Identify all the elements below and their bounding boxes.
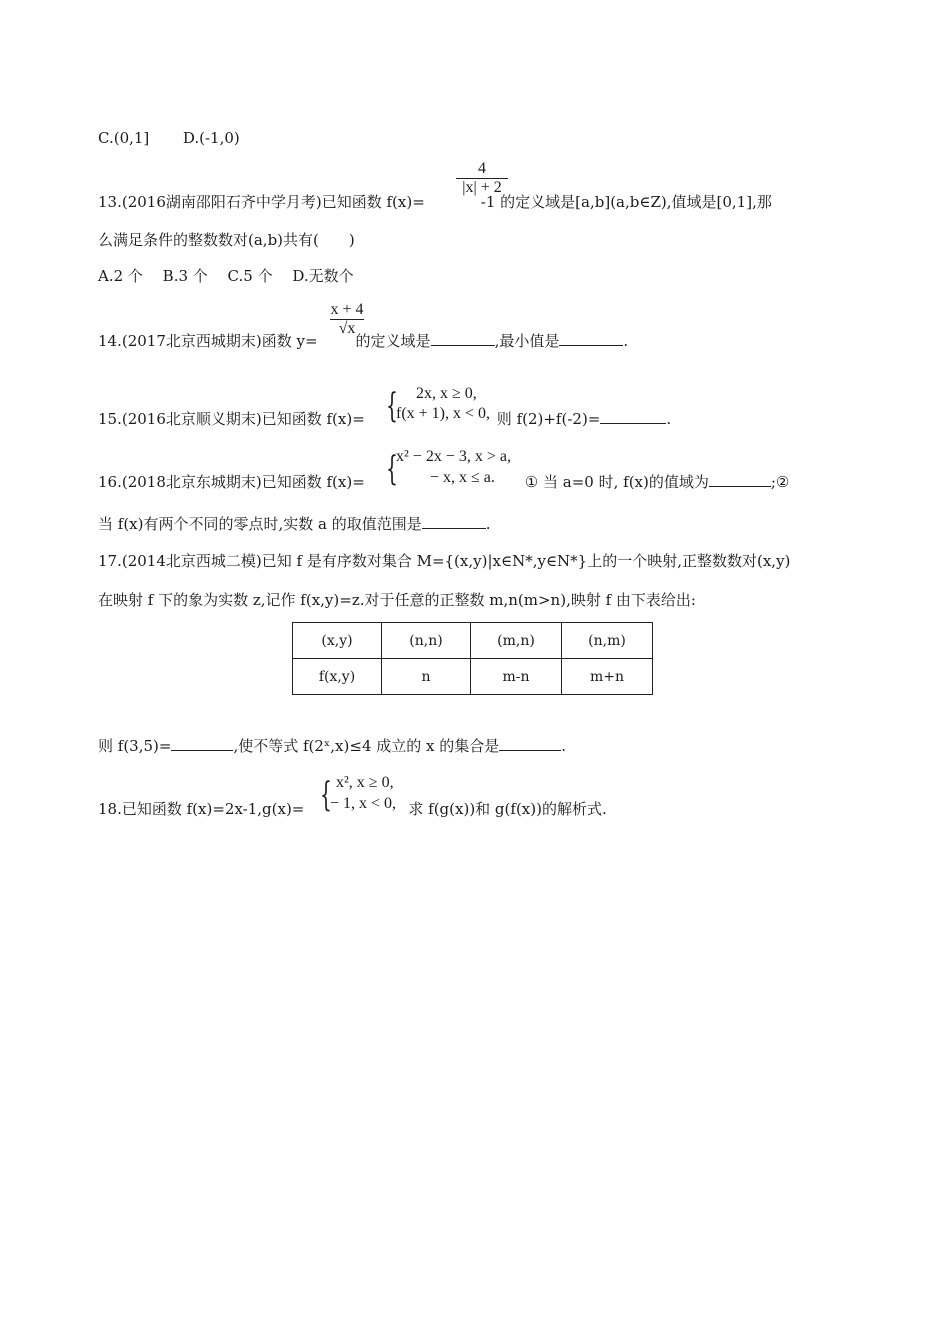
q16-line2 <box>98 514 491 534</box>
q14-text-mid: 的定义域是 <box>355 332 431 350</box>
q14-text-before: 14.(2017北京西城期末)函数 y= <box>98 332 318 350</box>
q14-numerator: x + 4 <box>330 301 364 318</box>
q16-line2-text: 当 f(x)有两个不同的零点时,实数 a 的取值范围是 <box>98 515 422 533</box>
table-cell: n <box>382 659 471 695</box>
q18-case2: − 1, x < 0, <box>330 795 397 812</box>
q16-blank-range[interactable] <box>709 486 771 487</box>
q15-blank[interactable] <box>600 423 666 424</box>
q16-case2: − x, x ≤ a. <box>430 469 495 486</box>
q17-answer-end: . <box>561 737 567 755</box>
q15-text-after: 则 f(2)+f(-2)= <box>496 410 601 428</box>
q16-text-before: 16.(2018北京东城期末)已知函数 f(x)= <box>98 473 365 491</box>
q14-denominator: √x <box>338 320 356 337</box>
q18-text-before: 18.已知函数 f(x)=2x-1,g(x)= <box>98 800 305 818</box>
table-cell: (n,n) <box>382 623 471 659</box>
q15-case1: 2x, x ≥ 0, <box>416 385 477 402</box>
q16-brace: { <box>386 449 398 489</box>
q16-line1 <box>98 472 789 492</box>
q16-text-after: ① 当 a=0 时, f(x)的值域为 <box>524 473 709 491</box>
q13-line1 <box>98 192 772 212</box>
q18-line <box>98 799 607 819</box>
q15-brace: { <box>386 386 398 426</box>
q12-option-c: C.(0,1] <box>98 129 150 147</box>
table-cell: m-n <box>471 659 562 695</box>
q18-case1: x², x ≥ 0, <box>336 774 394 791</box>
q14-blank-domain[interactable] <box>431 345 495 346</box>
q18-brace: { <box>320 775 332 815</box>
q13-line2: 么满足条件的整数数对(a,b)共有( ) <box>98 231 355 249</box>
q14-text-end: . <box>623 332 629 350</box>
table-cell: (n,m) <box>562 623 653 659</box>
q17-blank-x-set[interactable] <box>499 750 561 751</box>
table-cell: (m,n) <box>471 623 562 659</box>
q15-text-before: 15.(2016北京顺义期末)已知函数 f(x)= <box>98 410 365 428</box>
q17-answer-mid: ,使不等式 f(2ˣ,x)≤4 成立的 x 的集合是 <box>233 737 500 755</box>
q13-options: A.2 个 B.3 个 C.5 个 D.无数个 <box>98 267 354 285</box>
q13-text-after: -1 的定义域是[a,b](a,b∈Z),值域是[0,1],那 <box>480 193 772 211</box>
q14-blank-minimum[interactable] <box>559 345 623 346</box>
table-header-row <box>293 623 653 659</box>
q17-mapping-table <box>292 622 653 695</box>
q17-answer-before: 则 f(3,5)= <box>98 737 172 755</box>
q14-text-mid2: ,最小值是 <box>494 332 560 350</box>
q15-line <box>98 409 671 429</box>
q17-blank-f35[interactable] <box>171 750 233 751</box>
table-cell: (x,y) <box>293 623 382 659</box>
q14-line <box>98 331 628 351</box>
q15-case2: f(x + 1), x < 0, <box>396 405 491 422</box>
q16-case1: x² − 2x − 3, x > a, <box>396 448 511 465</box>
q13-numerator: 4 <box>478 160 486 177</box>
table-row <box>293 659 653 695</box>
q16-blank-a-range[interactable] <box>422 528 486 529</box>
q16-text-after2: ;② <box>770 473 790 491</box>
q17-line1: 17.(2014北京西城二模)已知 f 是有序数对集合 M={(x,y)|x∈N*,y∈N*}上的一个映射,正整数数对(x,y) <box>98 552 791 570</box>
q16-line2-end: . <box>485 515 491 533</box>
q12-option-d: D.(-1,0) <box>182 129 240 147</box>
q15-text-end: . <box>666 410 672 428</box>
table-cell: f(x,y) <box>293 659 382 695</box>
table-cell: m+n <box>562 659 653 695</box>
q17-line2: 在映射 f 下的象为实数 z,记作 f(x,y)=z.对于任意的正整数 m,n(m>n),映射 f 由下表给出: <box>98 591 696 609</box>
q13-text-before: 13.(2016湖南邵阳石齐中学月考)已知函数 f(x)= <box>98 193 425 211</box>
q12-options-line <box>98 128 240 148</box>
q13-denominator: |x| + 2 <box>462 179 502 196</box>
q18-text-after: 求 f(g(x))和 g(f(x))的解析式. <box>408 800 607 818</box>
q17-answer-line <box>98 736 566 756</box>
